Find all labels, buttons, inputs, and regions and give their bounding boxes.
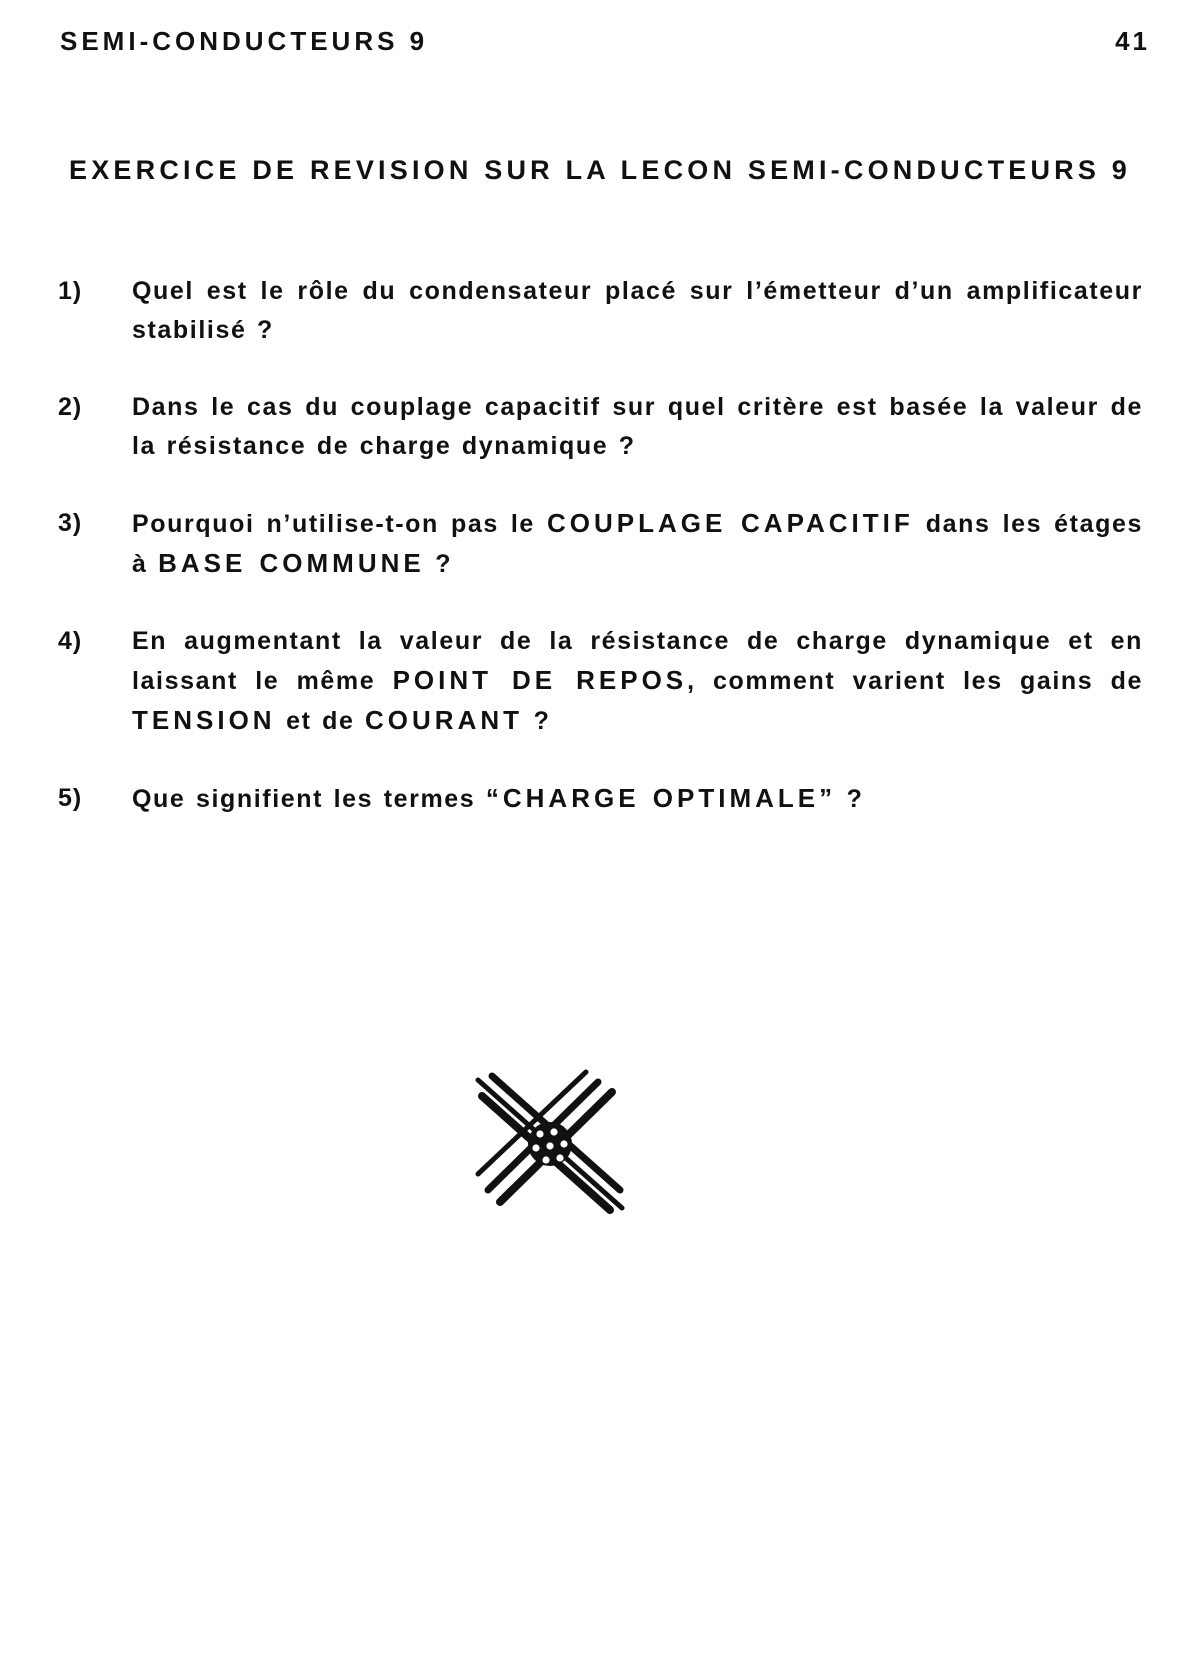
question-text-segment: Pourquoi n’utilise-t-on pas le — [132, 510, 547, 538]
emphasized-term: BASE COMMUNE — [158, 548, 425, 578]
question-text-segment: dans les étages à — [132, 510, 1143, 578]
question-text-segment: En augmentant la valeur de la résistance de charge dynamique et en laissant le même — [132, 627, 1143, 695]
crosshatch-ornament-icon — [470, 1068, 630, 1218]
question-text — [132, 272, 1143, 350]
question-text-segment: ? — [523, 707, 551, 735]
question-item — [58, 622, 1143, 741]
question-number: 3) — [58, 509, 83, 537]
question-text — [132, 622, 1143, 741]
question-text-segment: ? — [424, 550, 453, 578]
page-number: 41 — [1115, 26, 1150, 56]
question-text — [132, 779, 1143, 819]
question-item — [58, 504, 1143, 584]
emphasized-term: POINT DE REPOS — [392, 665, 688, 695]
question-text-segment: et de — [275, 707, 366, 735]
question-number: 4) — [58, 627, 83, 655]
emphasized-term: “CHARGE OPTIMALE” — [485, 783, 837, 813]
question-text-segment: , comment varient les gains de — [687, 667, 1143, 695]
question-item — [58, 272, 1143, 350]
question-number: 5) — [58, 784, 83, 812]
question-text-segment: Que signifient les termes — [132, 785, 486, 813]
exercise-title: EXERCICE DE REVISION SUR LA LECON SEMI-CONDUCTEURS 9 — [69, 155, 1131, 185]
question-text — [132, 504, 1143, 584]
emphasized-term: COUPLAGE CAPACITIF — [546, 508, 914, 538]
question-item — [58, 779, 1143, 819]
question-text-segment: ? — [836, 785, 864, 813]
running-head: SEMI-CONDUCTEURS 9 — [60, 26, 429, 56]
question-text — [132, 388, 1143, 466]
question-text-segment: Dans le cas du couplage capacitif sur quel critère est basée la valeur de la résistance de charge dynamique ? — [132, 393, 1143, 460]
question-number: 1) — [58, 277, 83, 305]
question-number: 2) — [58, 393, 83, 421]
emphasized-term: COURANT — [365, 705, 524, 735]
question-item — [58, 388, 1143, 466]
emphasized-term: TENSION — [132, 705, 276, 735]
question-text-segment: Quel est le rôle du condensateur placé sur l’émetteur d’un amplificateur stabilisé ? — [132, 277, 1143, 344]
question-list — [58, 272, 1143, 857]
